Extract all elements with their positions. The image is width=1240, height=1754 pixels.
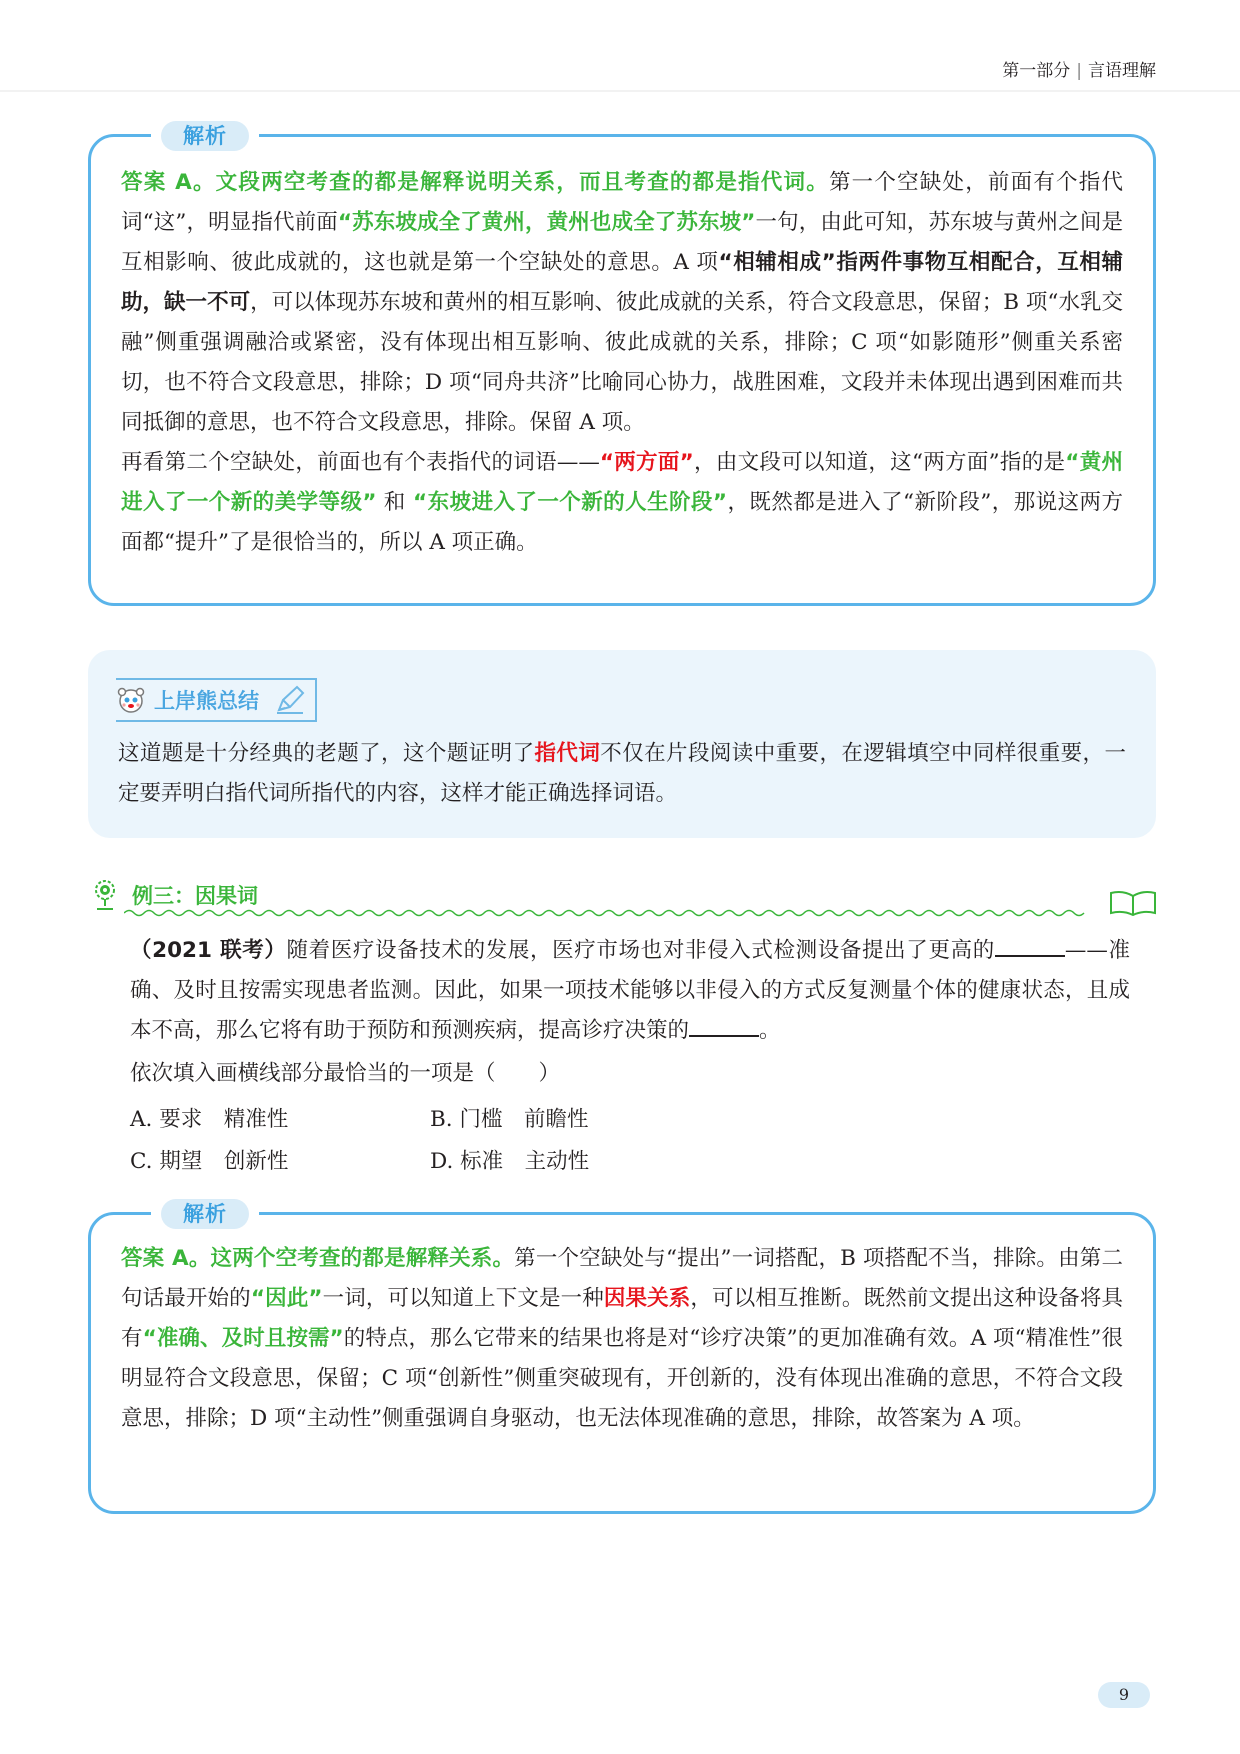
text-run: ，既然都是进入了“新阶段”，那说这两方面都“提升”了是很恰当的，所以 A 项正确。 bbox=[121, 490, 1123, 555]
question-prompt: 依次填入画横线部分最恰当的一项是（ ） bbox=[130, 1061, 561, 1086]
pen-icon bbox=[273, 684, 307, 716]
text-run: 因果关系 bbox=[603, 1286, 691, 1311]
text-run: 一词，可以知道上下文是一种 bbox=[322, 1286, 604, 1311]
analysis-2-paragraph-1 bbox=[121, 1239, 1123, 1439]
analysis-box-2 bbox=[88, 1202, 1156, 1514]
wavy-divider bbox=[124, 908, 1124, 918]
text-run: 答案 A。这两个空考查的都是解释关系。 bbox=[121, 1246, 515, 1271]
text-run: ，由文段可以知道，这“两方面”指的是 bbox=[693, 450, 1066, 475]
question-part-2: ——准确、及时且按需实现患者监测。因此，如果一项技术能够以非侵入的方式反复测量个体的健康状态，且成本不高，那么它将有助于预防和预测疾病，提高诊疗决策的 bbox=[130, 938, 1130, 1043]
example-title: 例三：因果词 bbox=[132, 884, 258, 908]
analysis-tag-label: 解析 bbox=[161, 1199, 249, 1229]
text-run: ，可以相互推断。既然前文提出这种设备将具有 bbox=[121, 1286, 1123, 1351]
text-run: “黄州进入了一个新的美学等级” bbox=[121, 450, 1123, 515]
bear-icon bbox=[116, 685, 146, 715]
text-run: “苏东坡成全了黄州，黄州也成全了苏东坡” bbox=[337, 210, 756, 235]
flower-icon bbox=[90, 878, 120, 912]
text-run: 的特点，那么它带来的结果也将是对“诊疗决策”的更加准确有效。A 项“精准性”很明显符合文段意思，保留；C 项“创新性”侧重突破现有，开创新的，没有体现出准确的意思，不符合文段意思，排除；D 项“主动性”侧重强调自身驱动，也无法体现准确的意思，排除，故答案为 A 项。 bbox=[121, 1326, 1123, 1431]
text-run: “两方面” bbox=[599, 450, 694, 475]
text-run: “因此” bbox=[250, 1286, 323, 1311]
summary-title-text: 上岸熊总结 bbox=[154, 689, 259, 713]
question-stem bbox=[130, 931, 1130, 1051]
analysis-1-paragraph-1 bbox=[121, 163, 1123, 443]
analysis-1-paragraph-2 bbox=[121, 443, 1123, 563]
summary-title bbox=[116, 678, 317, 722]
header-section: 言语理解 bbox=[1088, 61, 1156, 81]
option-c[interactable]: C. 期望 创新性 bbox=[130, 1149, 289, 1174]
open-book-icon bbox=[1108, 890, 1158, 916]
option-b[interactable]: B. 门槛 前瞻性 bbox=[430, 1107, 589, 1132]
summary-text bbox=[118, 734, 1126, 814]
summary-box bbox=[88, 650, 1156, 838]
text-run: 指代词 bbox=[534, 741, 601, 766]
page-number: 9 bbox=[1098, 1682, 1150, 1708]
text-run: 再看第二个空缺处，前面也有个表指代的词语—— bbox=[121, 450, 600, 475]
text-run: 答案 A。文段两空考查的都是解释说明关系，而且考查的都是指代词。 bbox=[121, 170, 829, 195]
text-run: 第一个空缺处，前面有个指代词“这”，明显指代前面 bbox=[121, 170, 1123, 235]
option-a[interactable]: A. 要求 精准性 bbox=[130, 1107, 289, 1132]
header-part: 第一部分 bbox=[1002, 61, 1071, 81]
question-source: （2021 联考） bbox=[130, 938, 287, 963]
example-heading bbox=[88, 878, 1158, 918]
answer-blank-1[interactable] bbox=[995, 935, 1065, 957]
text-run: 一句，由此可知，苏东坡与黄州之间是互相影响、彼此成就的，这也就是第一个空缺处的意思。A 项 bbox=[121, 210, 1123, 275]
answer-blank-2[interactable] bbox=[689, 1015, 759, 1037]
text-run: “相辅相成”指两件事物互相配合，互相辅助，缺一不可 bbox=[121, 250, 1123, 315]
text-run: ，可以体现苏东坡和黄州的相互影响、彼此成就的关系，符合文段意思，保留；B 项“水乳交融”侧重强调融洽或紧密，没有体现出相互影响、彼此成就的关系，排除；C 项“如影随形”侧重关系密切，也不符合文段意思，排除；D 项“同舟共济”比喻同心协力，战胜困难，文段并未体现出遇到困难而共同抵御的意思，也不符合文段意思，排除。保留 A 项。 bbox=[121, 290, 1123, 435]
option-d[interactable]: D. 标准 主动性 bbox=[430, 1149, 590, 1174]
analysis-tag-2 bbox=[151, 1199, 259, 1229]
text-run: “东坡进入了一个新的人生阶段” bbox=[413, 490, 728, 515]
text-run: 和 bbox=[376, 490, 414, 515]
text-run: 第一个空缺处与“提出”一词搭配，B 项搭配不当，排除。由第二句话最开始的 bbox=[121, 1246, 1123, 1311]
text-run: “准确、及时且按需” bbox=[142, 1326, 344, 1351]
question-part-3: 。 bbox=[759, 1018, 781, 1043]
analysis-tag-label: 解析 bbox=[161, 121, 249, 151]
analysis-tag-1 bbox=[151, 121, 259, 151]
question-part-1: 随着医疗设备技术的发展，医疗市场也对非侵入式检测设备提出了更高的 bbox=[286, 938, 995, 963]
header-separator: | bbox=[1076, 61, 1082, 81]
text-run: 不仅在片段阅读中重要，在逻辑填空中同样很重要，一定要弄明白指代词所指代的内容，这样才能正确选择词语。 bbox=[118, 741, 1126, 806]
text-run: 这道题是十分经典的老题了，这个题证明了 bbox=[118, 741, 535, 766]
header-rule bbox=[0, 90, 1240, 92]
running-header bbox=[1002, 56, 1156, 81]
analysis-box-1 bbox=[88, 124, 1156, 606]
